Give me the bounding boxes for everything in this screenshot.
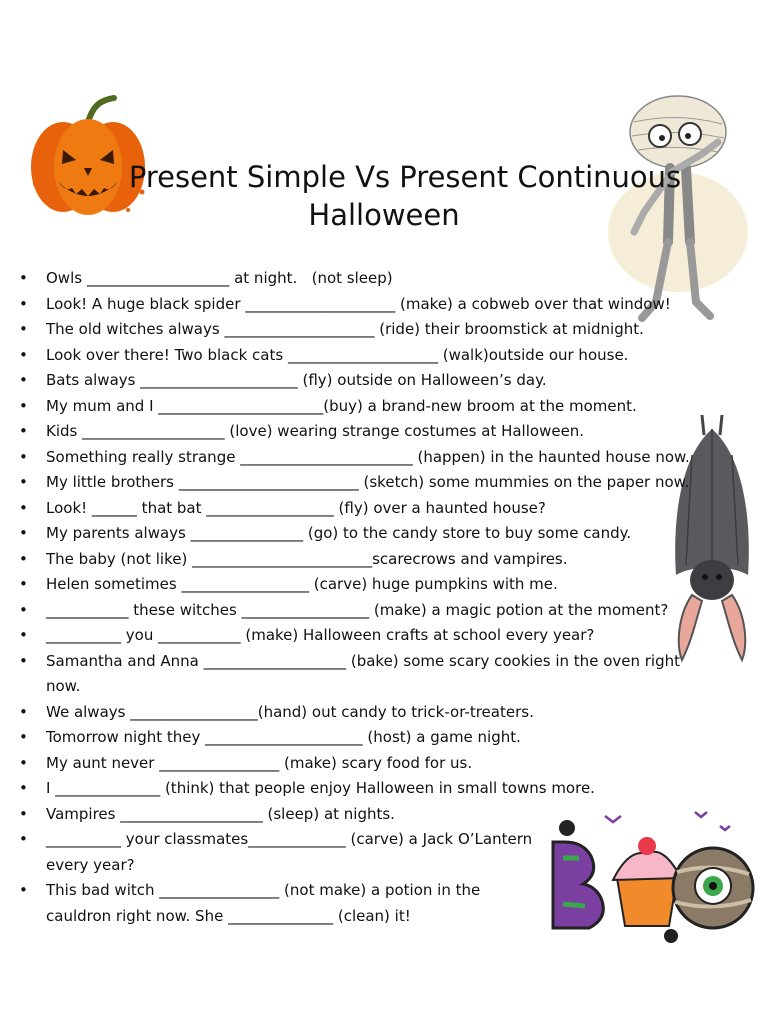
exercise-item: • The old witches always ____________________ (ride) their broomstick at midnight. bbox=[0, 317, 726, 343]
exercise-item: • Tomorrow night they _____________________ (host) a game night. bbox=[0, 725, 726, 751]
exercise-item: • Look! ______ that bat _________________ (fly) over a haunted house? bbox=[0, 496, 726, 522]
exercise-item: • Vampires ___________________ (sleep) at nights. bbox=[0, 802, 726, 828]
exercise-item: • Samantha and Anna ___________________ (bake) some scary cookies in the oven right now. bbox=[0, 649, 726, 700]
exercise-item: • My parents always _______________ (go) to the candy store to buy some candy. bbox=[0, 521, 726, 547]
exercise-item: • Owls ___________________ at night. (not sleep) bbox=[0, 266, 726, 292]
exercise-item: • We always _________________(hand) out candy to trick-or-treaters. bbox=[0, 700, 726, 726]
worksheet-title bbox=[0, 158, 768, 234]
exercise-item: • My little brothers ________________________ (sketch) some mummies on the paper now. bbox=[0, 470, 726, 496]
exercise-item: • __________ you ___________ (make) Halloween crafts at school every year? bbox=[0, 623, 726, 649]
exercise-item: • The baby (not like) ________________________scarecrows and vampires. bbox=[0, 547, 726, 573]
exercise-list bbox=[0, 266, 768, 929]
title-line-2: Halloween bbox=[308, 198, 460, 232]
exercise-item: • Look! A huge black spider ____________________ (make) a cobweb over that window! bbox=[0, 292, 726, 318]
exercise-item: • This bad witch ________________ (not make) a potion in the cauldron right now. She ______________ (clean) it! bbox=[0, 878, 726, 929]
exercise-item: • Look over there! Two black cats ____________________ (walk)outside our house. bbox=[0, 343, 726, 369]
exercise-item: • My aunt never ________________ (make) scary food for us. bbox=[0, 751, 726, 777]
exercise-item: • I ______________ (think) that people enjoy Halloween in small towns more. bbox=[0, 776, 726, 802]
exercise-item: • Something really strange _______________________ (happen) in the haunted house now. bbox=[0, 445, 726, 471]
exercise-item: • ___________ these witches _________________ (make) a magic potion at the moment? bbox=[0, 598, 726, 624]
exercise-item: • __________ your classmates_____________ (carve) a Jack O’Lantern every year? bbox=[0, 827, 726, 878]
exercise-item: • Helen sometimes _________________ (carve) huge pumpkins with me. bbox=[0, 572, 726, 598]
exercise-item: • Bats always _____________________ (fly) outside on Halloween’s day. bbox=[0, 368, 726, 394]
title-line-1: Present Simple Vs Present Continuous bbox=[128, 160, 682, 194]
exercise-item: • Kids ___________________ (love) wearing strange costumes at Halloween. bbox=[0, 419, 726, 445]
exercise-item: • My mum and I ______________________(buy) a brand-new broom at the moment. bbox=[0, 394, 726, 420]
